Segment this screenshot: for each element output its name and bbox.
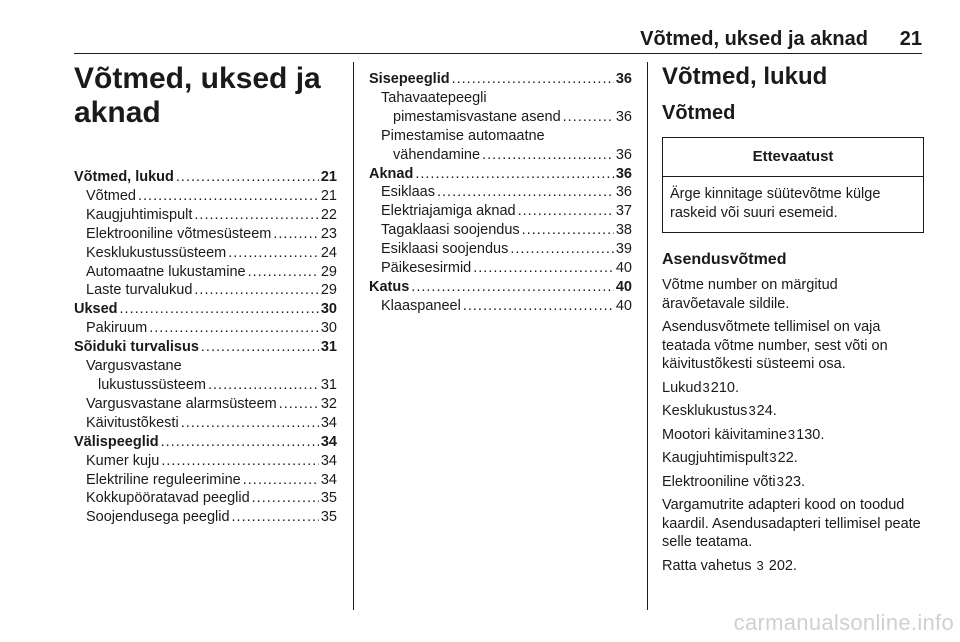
cross-reference-page: 202. [768, 557, 798, 574]
section-title: Võtmed, lukud [662, 63, 828, 90]
toc-entry-title: Uksed [74, 301, 118, 318]
toc-entry[interactable] [369, 202, 632, 221]
cross-reference-label: Mootori käivitamine [662, 426, 787, 443]
toc-entry-title: Esiklaasi soojendus [381, 241, 509, 258]
toc-entry-page: 36 [615, 165, 632, 182]
toc-entry-page: 23 [320, 225, 337, 242]
toc-entry-title: Võtmed, lukud [74, 169, 174, 185]
cross-reference[interactable] [662, 473, 924, 492]
toc-entry[interactable] [74, 263, 337, 282]
caution-text: Ärge kinnitage süütevõtme külge raskeid või suuri esemeid. [670, 186, 881, 221]
toc-entry-page: 40 [615, 278, 632, 295]
toc-entry-title: Laste turvalukud [86, 282, 193, 299]
watermark: carmanualsonline.info [733, 610, 954, 635]
toc-entry-page: 40 [615, 260, 632, 277]
toc-entry[interactable] [74, 300, 337, 319]
toc-entry-page: 39 [615, 241, 632, 258]
toc-entry[interactable] [369, 183, 632, 202]
toc-leader-dots [510, 240, 614, 259]
toc-leader-dots [161, 452, 319, 471]
running-header [0, 28, 960, 52]
toc-entry-page: 35 [320, 509, 337, 526]
toc-leader-dots [120, 300, 319, 319]
header-rule [74, 53, 922, 54]
toc-entry[interactable] [74, 508, 337, 527]
toc-entry-page: 36 [615, 184, 632, 201]
toc-leader-dots [273, 225, 318, 244]
toc-entry-title: Välispeeglid [74, 433, 159, 450]
toc-entry[interactable] [369, 259, 632, 278]
toc-leader-dots [161, 433, 319, 452]
toc-leader-dots [138, 187, 319, 206]
toc-entry-title: pimestamisvastane asend [393, 108, 561, 125]
toc-entry-page: 21 [320, 187, 337, 204]
toc-entry[interactable] [74, 452, 337, 471]
caution-title: Ettevaatust [663, 138, 923, 177]
cross-reference-label: Kaugjuhtimispult [662, 450, 769, 466]
toc-entry-title: Automaatne lukustamine [86, 263, 246, 280]
cross-reference[interactable] [662, 402, 924, 421]
toc-entry-page: 37 [615, 203, 632, 220]
toc-leader-dots [279, 395, 319, 414]
page-number: 21 [899, 28, 922, 50]
cross-reference[interactable] [662, 426, 924, 445]
toc-entry-page: 40 [615, 297, 632, 314]
running-header-title: Võtmed, uksed ja aknad [640, 28, 868, 50]
toc-column-left [74, 168, 337, 527]
toc-leader-dots [208, 376, 319, 395]
toc-entry-title: Tagaklaasi soojendus [381, 222, 520, 239]
toc-leader-dots [463, 297, 614, 316]
cross-reference-label: Ratta vahetus [662, 557, 752, 574]
toc-leader-dots [518, 202, 614, 221]
toc-entry-title: Esiklaas [381, 184, 435, 201]
toc-entry-page: 36 [615, 146, 632, 163]
page-reference-icon: 3 [756, 557, 764, 573]
toc-entry-page: 31 [320, 376, 337, 393]
toc-entry-page: 29 [320, 282, 337, 299]
toc-entry-title: Elektrooniline võtmesüsteem [86, 225, 272, 242]
toc-entry-line: Pimestamise automaatne [381, 127, 545, 144]
toc-entry[interactable] [369, 278, 632, 297]
toc-entry-page: 29 [320, 263, 337, 280]
toc-leader-dots [149, 319, 319, 338]
subsection-title: Võtmed [662, 102, 736, 124]
toc-entry[interactable] [74, 489, 337, 508]
toc-entry-title: Katus [369, 278, 410, 295]
toc-entry-line: Tahavaatepeegli [381, 89, 487, 106]
toc-leader-dots [176, 168, 319, 187]
toc-entry-line: Vargusvastane [86, 358, 182, 375]
toc-leader-dots [232, 508, 319, 527]
toc-entry[interactable] [369, 70, 632, 89]
chapter-title: Võtmed, uksed ja aknad [74, 62, 321, 129]
toc-entry[interactable] [74, 319, 337, 338]
toc-leader-dots [473, 259, 614, 278]
toc-leader-dots [181, 414, 319, 433]
toc-entry-title: lukustussüsteem [98, 376, 206, 393]
toc-entry-page: 38 [615, 222, 632, 239]
toc-entry[interactable] [369, 165, 632, 184]
toc-entry-title: Kumer kuju [86, 452, 160, 469]
column-divider-right [647, 62, 648, 610]
toc-entry-page: 36 [615, 71, 632, 87]
toc-entry[interactable] [369, 221, 632, 240]
cross-reference-page: 130. [796, 426, 825, 443]
toc-leader-dots [522, 221, 614, 240]
toc-leader-dots [452, 70, 614, 89]
page-reference-icon: 3 [769, 450, 777, 465]
toc-entry-title: vähendamine [393, 146, 481, 163]
toc-entry-title: Sisepeeglid [369, 71, 450, 87]
cross-reference-page: 23. [784, 473, 806, 490]
toc-entry[interactable] [74, 414, 337, 433]
caution-box [662, 137, 924, 233]
toc-leader-dots [201, 338, 319, 357]
paragraph: Asendusvõtmete tellimisel on vaja teatada võtme number, sest võti on käivitustõkesti süsteemi osa. [662, 319, 888, 372]
toc-entry[interactable] [369, 108, 632, 127]
column-divider-left [353, 62, 354, 610]
toc-leader-dots [243, 471, 319, 490]
cross-reference-page: 24. [756, 403, 777, 419]
toc-entry-title: Võtmed [86, 187, 136, 204]
cross-reference-label: Lukud [662, 379, 702, 396]
toc-entry[interactable] [74, 225, 337, 244]
toc-entry-page: 21 [320, 169, 337, 185]
toc-entry-title: Kaugjuhtimispult [86, 206, 193, 223]
toc-leader-dots [437, 183, 614, 202]
toc-entry-page: 34 [320, 452, 337, 469]
toc-entry-title: Klaaspaneel [381, 297, 461, 314]
toc-entry[interactable] [369, 146, 632, 165]
toc-leader-dots [194, 206, 318, 225]
page-reference-icon: 3 [776, 473, 784, 489]
toc-entry[interactable] [74, 168, 337, 187]
toc-leader-dots [194, 281, 318, 300]
toc-entry-page: 24 [320, 244, 337, 261]
toc-entry[interactable] [74, 281, 337, 300]
toc-entry-title: Päikesesirmid [381, 260, 472, 277]
toc-entry-page: 32 [320, 395, 337, 412]
toc-entry-title: Pakiruum [86, 320, 148, 337]
toc-entry[interactable] [74, 376, 337, 395]
paragraph: Vargamutrite adapteri kood on toodud kaardil. Asendusadapteri tellimisel peate selle teatama. [662, 497, 921, 550]
toc-entry-title: Sõiduki turvalisus [74, 339, 199, 356]
toc-leader-dots [563, 108, 614, 127]
toc-entry[interactable] [74, 471, 337, 490]
cross-reference[interactable] [662, 449, 924, 468]
toc-entry-title: Käivitustõkesti [86, 414, 179, 431]
cross-reference[interactable] [662, 557, 924, 576]
toc-entry-title: Soojendusega peeglid [86, 509, 230, 526]
toc-leader-dots [252, 489, 319, 508]
paragraph: Võtme number on märgitud äravõetavale sildile. [662, 277, 838, 312]
toc-entry-title: Elektriajamiga aknad [381, 203, 516, 220]
toc-entry-page: 31 [320, 339, 337, 356]
toc-leader-dots [248, 263, 319, 282]
toc-entry-page: 34 [320, 433, 337, 450]
toc-leader-dots [411, 278, 614, 297]
toc-entry-page: 34 [320, 471, 337, 488]
toc-entry-title: Vargusvastane alarmsüsteem [86, 395, 277, 412]
toc-leader-dots [415, 165, 614, 184]
cross-reference-page: 210. [710, 379, 739, 396]
toc-entry[interactable] [369, 297, 632, 316]
replacement-keys-heading: Asendusvõtmed [662, 251, 787, 268]
toc-entry-page: 34 [320, 414, 337, 431]
content-column [662, 62, 924, 580]
page-reference-icon: 3 [787, 426, 796, 442]
page-reference-icon: 3 [748, 403, 756, 418]
toc-entry[interactable] [74, 433, 337, 452]
toc-entry[interactable] [74, 338, 337, 357]
cross-reference-label: Kesklukustus [662, 403, 748, 419]
toc-column-middle [369, 70, 632, 316]
toc-entry[interactable] [74, 395, 337, 414]
cross-reference-page: 22. [777, 450, 798, 466]
toc-entry-title: Kokkupööratavad peeglid [86, 490, 250, 507]
toc-entry-title: Kesklukustussüsteem [86, 244, 227, 261]
toc-entry-page: 35 [320, 490, 337, 507]
cross-reference-list [662, 379, 924, 492]
page-reference-icon: 3 [702, 379, 710, 395]
cross-reference[interactable] [662, 379, 924, 398]
toc-entry-title: Elektriline reguleerimine [86, 471, 241, 488]
toc-entry[interactable] [74, 244, 337, 263]
toc-entry-page: 22 [320, 206, 337, 223]
toc-entry[interactable] [74, 187, 337, 206]
toc-leader-dots [482, 146, 614, 165]
toc-entry[interactable] [369, 240, 632, 259]
cross-reference-label: Elektrooniline võti [662, 473, 776, 490]
toc-entry[interactable] [74, 206, 337, 225]
toc-entry-title: Aknad [369, 165, 414, 182]
toc-leader-dots [228, 244, 319, 263]
toc-entry-page: 30 [320, 320, 337, 337]
toc-entry-page: 36 [615, 108, 632, 125]
toc-entry-page: 30 [320, 301, 337, 318]
